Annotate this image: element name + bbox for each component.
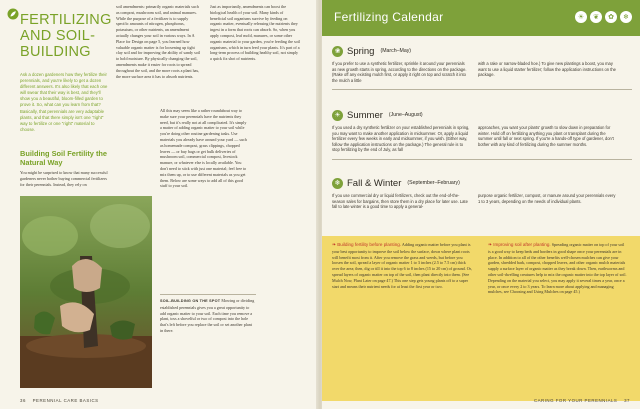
season-header	[332, 108, 632, 122]
season-header	[332, 44, 632, 58]
page-number: 37	[624, 398, 630, 403]
sidebar-label: SOIL-BUILDING ON THE SPOT	[160, 299, 221, 303]
season-spring	[332, 44, 632, 90]
summer-icon: ☀	[332, 110, 343, 121]
season-name: Spring	[347, 45, 375, 57]
spring-icon: ❀	[332, 46, 343, 57]
flower-icon: ✿	[605, 11, 617, 23]
gardening-photo	[20, 196, 152, 388]
leaf-icon	[7, 8, 19, 20]
fall-icon: ❄	[332, 178, 343, 189]
banner-title: Fertilizing Calendar	[334, 10, 444, 24]
season-text-left: If you used a dry synthetic fertilizer on your established perennials in spring, you may want to make another application in midsummer. Or, apply a liquid fertilizer every few weeks in early and midsummer, if you wish. (Either way, follow the application instructions on the package.) The general rule is to stop fertilizing by the end of July, as fall	[332, 125, 470, 153]
left-page	[0, 0, 318, 409]
page-number: 36	[20, 398, 26, 403]
calendar-banner	[322, 0, 640, 36]
season-summer	[332, 108, 632, 160]
running-footer: PERENNIAL CARE BASICS	[32, 398, 99, 403]
season-text-right: with a rake or narrow-bladed hoe.) To give new plantings a boost, you may want to use a liquid starter fertilizer; follow the application instructions on the package.	[478, 61, 616, 78]
season-text-right: approaches, you want your plants' growth to slow down in preparation for winter. Hold off on fertilizing anything you plant or transplant during the summer until fall or next spring. If you're a hands-off type of gardener, don't bother with any kind of fertilizing during the summer months.	[478, 125, 614, 147]
panel-text-left	[332, 242, 472, 289]
season-text-left: If you use commercial dry or liquid fertilizers, check out the end-of-the-season sales for bargains, then store them in a dry place for later use. Late fall to late winter is a good time to apply a general-	[332, 193, 468, 210]
body-text-col1: You might be surprised to know that many successful gardeners never bother buying commercial fertilizers for their perennials. Instead, they rely on	[20, 170, 108, 187]
season-body	[332, 193, 632, 210]
panel-text-right	[488, 242, 628, 295]
season-range: (March–May)	[380, 48, 412, 54]
body-text-col2b: All this may seem like a rather roundabout way to make sure your perennials have the nutrients they need, but it's really not at all complicated. It's simply a matter of adding organic matter to your soil while you're doing other routine gardening tasks. Use materials you already have around your yard — such as homemade compost, grass clippings, chopped leaves — or buy bags or get bulk deliveries of mushroom soil, commercial compost, livestock manure, or whatever else is locally available. You don't need to stick with just one material; feel free to mix them up, or to use different materials as you get them. Below are some ways to add all of this good stuff to your soil.	[160, 108, 247, 189]
sidebar-text: Mowing or dividing established perennials gives you a great opportunity to add organic matter to your soil. Each time you remove a plant, toss a shovelful or two of compost into the hole that's left before you replace the soil or set another plant in there.	[160, 298, 255, 333]
panel-lead-right: Improving soil after planting.	[493, 242, 551, 247]
running-footer: CARING FOR YOUR PERENNIALS	[533, 398, 618, 403]
divider	[332, 89, 632, 90]
season-fall-winter	[332, 176, 632, 210]
sidebar-note	[160, 294, 256, 334]
panel-body-left: Adding organic matter before you plant is your best opportunity to improve the soil below the surface, down where plant roots will benefit most from it. After you remove the grass and weeds, but before you loosen the soil, spread a layer of organic matter 1 to 3 inches (2.5 to 7.5 cm) thick over the area; then, dig or till it into the top 6 to 8 inches (15 to 20 cm) of ground. Or, spread layers of organic matter on top of the soil, then plant directly into them. (See Mulch Now, Plant Later on page 47.) This one step gets young plants off to a super start and means their nutrient needs for at least the first year or two.	[332, 242, 472, 289]
season-text-right: purpose organic fertilizer, compost, or manure around your perennials every 1 to 3 years, depending on the needs of individual plants.	[478, 193, 616, 204]
photo-illustration	[20, 196, 152, 388]
section-subheading: Building Soil Fertility the Natural Way	[20, 149, 108, 167]
season-icon-row	[575, 11, 632, 23]
sun-icon: ☀	[575, 11, 587, 23]
tips-panel	[322, 236, 640, 401]
page-title: FERTILIZING AND SOIL-BUILDING	[20, 12, 112, 60]
folio-left	[20, 398, 99, 403]
bullet-leaf-icon: ❧	[488, 242, 493, 248]
season-body	[332, 125, 632, 153]
leaf-icon: ❦	[590, 11, 602, 23]
season-name: Fall & Winter	[347, 177, 402, 189]
season-text-left: If you prefer to use a synthetic fertilizer, sprinkle it around your perennials as new growth starts in spring, according to the directions on the package. (Rake off any existing mulch first, or apply it right on top and scratch it into the mulch a little	[332, 61, 467, 83]
season-range: (September–February)	[407, 180, 460, 186]
season-header	[332, 176, 632, 190]
panel-body-right: Spreading organic matter on top of your soil is a good way to keep beds and borders in good shape once your perennials are in place. In addition to all of the other benefits well-chosen mulches can give your garden, shredded bark, compost, chopped leaves, and other organic mulch materials supply a surface layer of organic matter as they break down. Then, earthworms and other soil-dwelling creatures help to mix the organic matter into the top layer of soil. Depending on the material you select, you may apply it several times a year, once a year, or once every 2 to 3 years. To learn more about applying and managing mulches, see Choosing and Using Mulches on page 45.)	[488, 242, 627, 295]
panel-lead-left: Building fertility before planting.	[337, 242, 402, 247]
snowflake-icon: ❄	[620, 11, 632, 23]
right-page	[322, 0, 640, 409]
body-text-col2: soil amendments: primarily organic materials such as compost, mushroom soil, and animal manures. While the purpose of a fertilizer is to supply specific amounts of nitrogen, phosphorus, potassium, or other nutrients, an amendment actually changes your soil in various ways. In A Place for Design on page 5, you learned how valuable organic matter is for loosening up tight clay soil and for improving the ability of sandy soil to hold moisture. By physically changing the soil, amendments make it easier for roots to spread throughout the soil, and the more roots a plant has, the more surface area it has to absorb nutrients.	[116, 4, 201, 79]
intro-paragraph: Ask a dozen gardeners how they fertilize their perennials, and you're likely to get a dozen different answers. It's also likely that each one will swear that their way is best, and they'll show you a beautiful, bloom-filled garden to prove it. So, what can you learn from that? Basically, that perennials are very adaptable plants, and that there simply isn't one "right" way to fertilize or one "right" material to choose.	[20, 72, 108, 132]
bullet-leaf-icon: ❧	[332, 242, 337, 248]
season-body	[332, 61, 632, 83]
season-name: Summer	[347, 109, 383, 121]
season-range: (June–August)	[388, 112, 423, 118]
body-text-col3: Just as importantly, amendments can boost the biological health of your soil. Many kinds of beneficial soil organisms survive by feeding on organic matter, eventually releasing the nutrients they ingest in a form that roots can absorb. So, when you apply compost, leaf mold, manures, or some other organic material to your garden, you're feeding the soil organisms, which in turn feed your plants. It's part of a long-term process of building healthy soil, not simply a quick fix shot of nutrients.	[210, 4, 300, 62]
divider	[332, 159, 632, 160]
folio-right	[534, 398, 630, 403]
